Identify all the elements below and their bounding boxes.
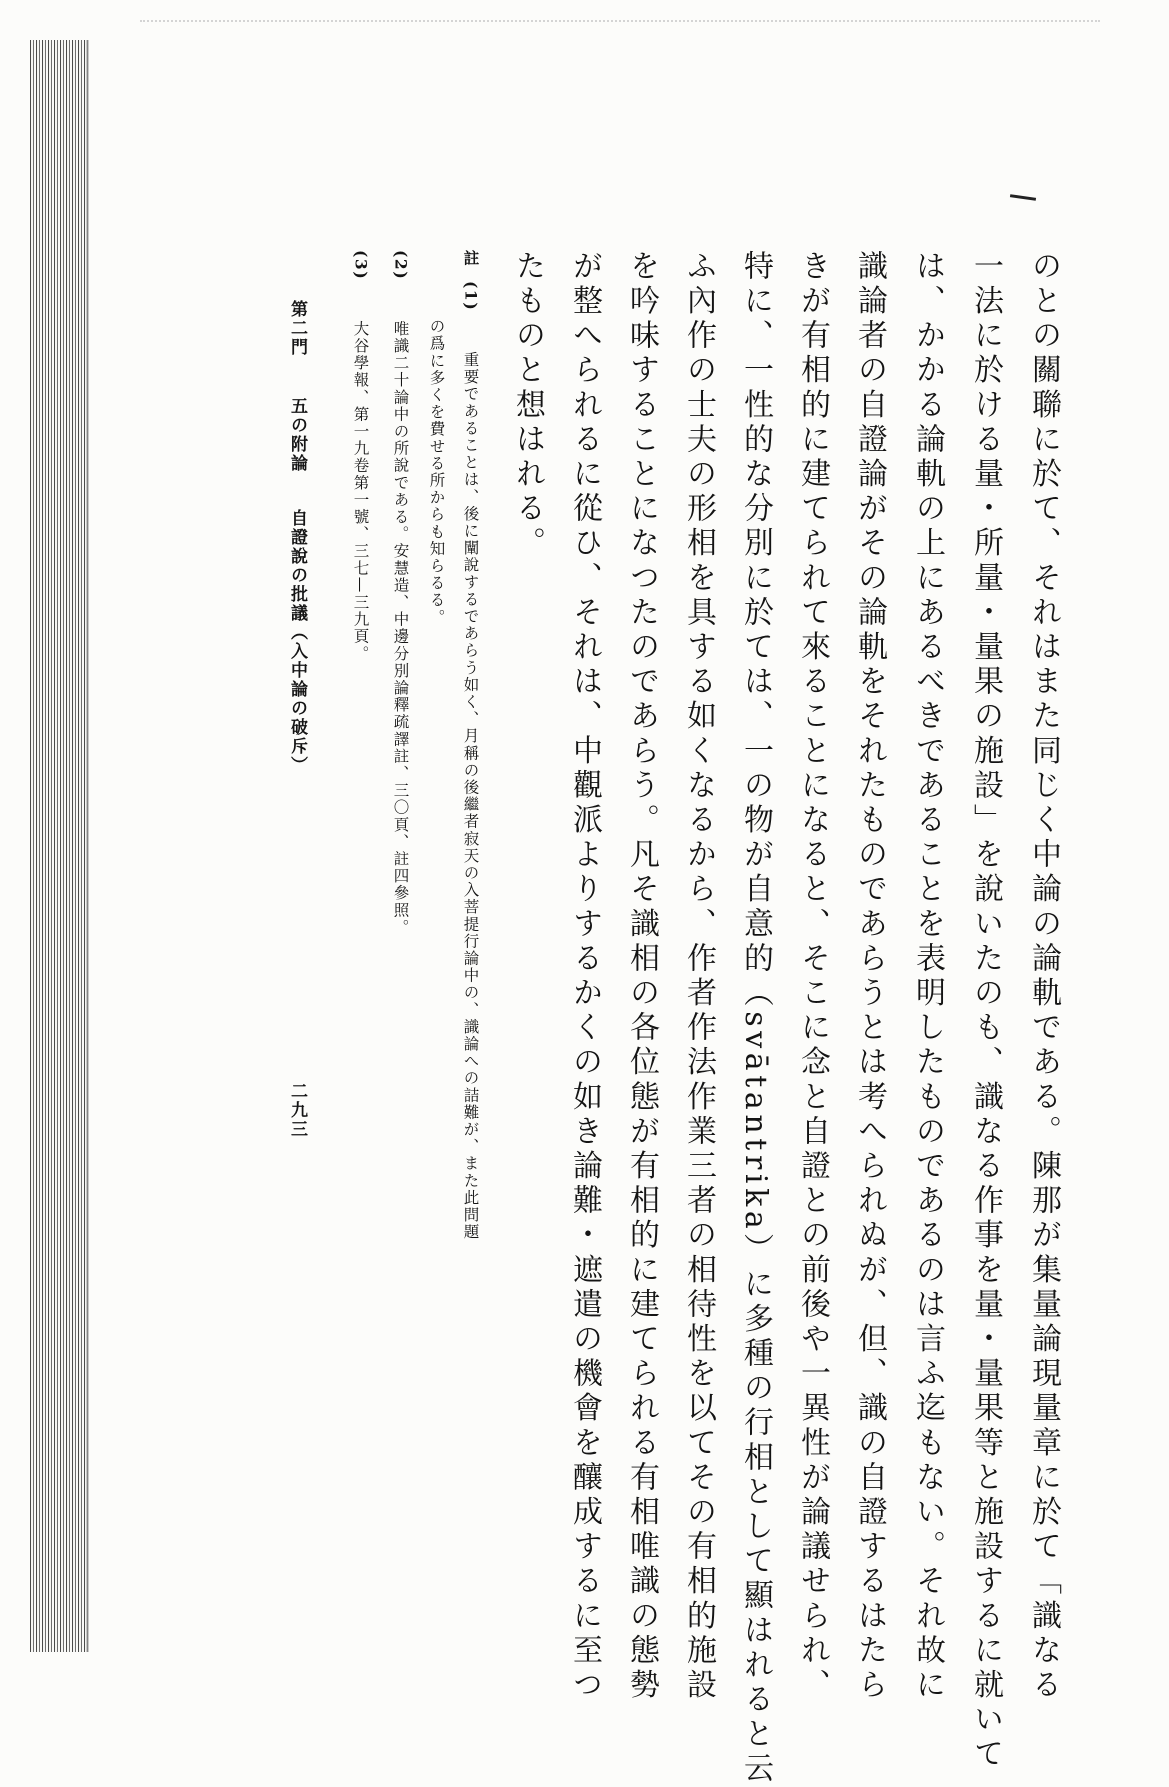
body-line: は、かかる論軌の上にあるべきであることを表明したものであるのは言ふ迄もない。それ故に <box>910 250 945 1704</box>
body-line: 一法に於ける量・所量・量果の施設」を說いたのも、識なる作事を量・量果等と施設するに就いて <box>968 250 1003 1773</box>
note-number: (3) <box>351 250 371 281</box>
footer-chapter: 五の附論 <box>287 397 307 473</box>
running-footer <box>288 300 305 775</box>
body-line: きが有相的に建てられて來ることになると、そこに念と自證との前後や一異性が論議せられ、 <box>795 250 830 1704</box>
note-text: 大谷學報、第一九卷第一號、三七—三九頁。 <box>351 320 370 663</box>
page-number: 二九三 <box>287 1082 307 1139</box>
stray-ink-mark <box>1010 194 1036 201</box>
body-line: 識論者の自證論がその論軌をそれたものであらうとは考へられぬが、但、識の自證するはたら <box>852 250 887 1704</box>
body-line: たものと想はれる。 <box>510 250 545 562</box>
body-line: のとの關聯に於て、それはまた同じく中論の論軌である。陳那が集量論現量章に於て「識なる <box>1026 250 1061 1704</box>
body-line: 特に、一性的な分別に於ては、一の物が自意的（svātantrika）に多種の行相として顯はれると云 <box>738 250 773 1787</box>
note-text-continued: の爲に多くを費せる所からも知らるる。 <box>427 318 446 626</box>
scan-noise-line <box>140 20 1100 22</box>
body-line: ふ內作の士夫の形相を具する如くなるから、作者作法作業三者の相待性を以てその有相的施設 <box>681 250 716 1704</box>
footer-title: 自證說の批議（入中論の破斥） <box>287 509 307 775</box>
binding-shadow <box>86 40 89 1652</box>
note-number: (2) <box>391 250 411 281</box>
notes-label: 註 <box>461 250 481 268</box>
body-line: が整へられるに從ひ、それは、中觀派よりするかくの如き論難・遮遣の機會を釀成するに至つ <box>567 250 602 1704</box>
footer-section: 第二門 <box>287 300 307 357</box>
note-text: 重要であることは、後に闡說するであらう如く、月稱の後繼者寂天の入菩提行論中の、識論への詰難が、また此問題 <box>461 351 480 1241</box>
note-text: 唯識二十論中の所說である。安慧造、中邊分別論釋疏譯註、三〇頁、註四參照。 <box>391 320 410 936</box>
note-number: (1) <box>461 281 481 312</box>
book-binding-edge <box>30 40 88 1652</box>
body-line: を吟味することになつたのであらう。凡そ識相の各位態が有相的に建てられる有相唯識の態勢 <box>624 250 659 1704</box>
